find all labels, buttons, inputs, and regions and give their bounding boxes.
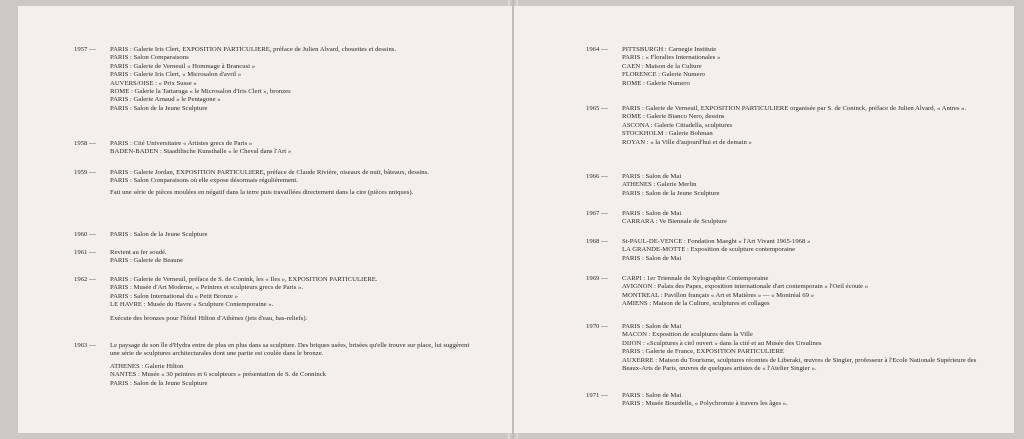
entry-line: ROME : Galerie la Tartaruga « le Microsalon d'Iris Clert », bronzes bbox=[110, 88, 291, 96]
entry-line: PARIS : Galerie de Verneuil, EXPOSITION PARTICULIERE organisée par S. de Coninck, préface de Julien Alvard, « Antres ». bbox=[622, 105, 967, 112]
entry-line: Revient au fer soudé. bbox=[110, 249, 167, 256]
entry-year: 1965 — bbox=[586, 105, 608, 112]
entry-body bbox=[110, 140, 470, 157]
entry-line: PARIS : Galerie Jordan, EXPOSITION PARTICULIERE, préface de Claude Rivière, oiseaux de nuit, bâteaux, dessins. bbox=[110, 169, 429, 176]
entry-line: PARIS : Salon de Mai bbox=[622, 323, 682, 330]
entry-line: PARIS : Galerie de Verneuil « Hommage à Brancusi » bbox=[110, 62, 256, 70]
entry-line: PARIS : Galerie Iris Clert, EXPOSITION PARTICULIERE, préface de Julien Alvard, chouettes et dessins. bbox=[110, 46, 397, 53]
entry-year: 1970 — bbox=[586, 323, 608, 330]
entry-line: PARIS : Salon de la Jeune Sculpture bbox=[110, 379, 208, 387]
entry-line: PARIS : Salon Comparaisons bbox=[110, 54, 189, 62]
entry-year: 1961 — bbox=[74, 249, 96, 256]
entry-line: CAEN : Maison de la Culture bbox=[622, 62, 702, 70]
entry-line: PARIS : Salon de la Jeune Sculpture bbox=[622, 189, 720, 197]
entry-year: 1963 — bbox=[74, 342, 96, 349]
entry-line: ROME : Galerie Numero bbox=[622, 79, 690, 87]
entry-line: AVIGNON : Palais des Papes, exposition internationale d'art contemporain « l'Oeil écoute » bbox=[622, 283, 869, 291]
entry-line: PARIS : Galerie Arnaud « le Pentagone » bbox=[110, 96, 221, 104]
entry-line: PARIS : Salon de la Jeune Sculpture bbox=[110, 104, 208, 112]
entry-body bbox=[622, 173, 992, 198]
entry-line: MONTREAL : Pavillon français « Art et Matières » — « Montréal 69 » bbox=[622, 291, 814, 299]
entry-line: PARIS : Musée d'Art Moderne, « Peintres et sculpteurs grecs de Paris ». bbox=[110, 284, 304, 292]
entry-year: 1958 — bbox=[74, 140, 96, 147]
entry-line: PARIS : Musée Bourdelle, « Polychromie à travers les âges ». bbox=[622, 400, 788, 408]
entry-body bbox=[622, 238, 992, 263]
entry-line: ROYAN : « la Ville d'aujourd'hui et de demain » bbox=[622, 138, 752, 146]
entry-year: 1962 — bbox=[74, 276, 96, 283]
entry-body bbox=[110, 249, 470, 266]
entry-year: 1957 — bbox=[74, 46, 96, 53]
entry-year: 1971 — bbox=[586, 392, 608, 399]
entry-body bbox=[110, 276, 470, 323]
entry-body bbox=[110, 169, 470, 197]
entry-line: MACON : Exposition de sculptures dans la Ville bbox=[622, 331, 753, 339]
entry-line: CARPI : 1er Triennale de Xylographie Contemporaine bbox=[622, 275, 769, 282]
entry-body bbox=[622, 275, 992, 309]
entry-line: ASCONA : Galerie Cittadella, sculptures bbox=[622, 121, 733, 129]
entry-line: PARIS : Salon de Mai bbox=[622, 254, 682, 262]
entry-note: Fait une série de pièces moulées en négatif dans la terre puis travaillées directement dans la cire (pièces uniques). bbox=[110, 188, 414, 196]
entry-year: 1969 — bbox=[586, 275, 608, 282]
entry-line: FLORENCE : Galerie Numero bbox=[622, 71, 706, 79]
entry-line: PARIS : Salon de Mai bbox=[622, 210, 682, 217]
entry-line: PARIS : « Floralies Internationales » bbox=[622, 54, 721, 62]
entry-body bbox=[622, 46, 992, 88]
entry-line: PARIS : Salon de Mai bbox=[622, 173, 682, 180]
entry-body bbox=[622, 392, 992, 409]
entry-body bbox=[110, 46, 470, 113]
entry-body bbox=[622, 323, 992, 373]
entry-line: NANTES : Musée « 30 peintres et 6 sculpteurs » présentation de S. de Conninck bbox=[110, 371, 327, 379]
entry-line: PARIS : Cité Universitaire « Artistes grecs de Paris » bbox=[110, 140, 253, 147]
entry-line: St-PAUL-DE-VENCE : Fondation Maeght « l'Art Vivant 1965-1968 » bbox=[622, 238, 811, 245]
entry-year: 1959 — bbox=[74, 169, 96, 176]
entry-line: BADEN-BADEN : Staadtlische Kunsthalle « le Cheval dans l'Art » bbox=[110, 148, 292, 156]
entry-line: PARIS : Salon Comparaisons où elle expose désormais régulièrement. bbox=[110, 177, 298, 185]
entry-year: 1968 — bbox=[586, 238, 608, 245]
entry-year: 1964 — bbox=[586, 46, 608, 53]
entry-line: PARIS : Galerie Iris Clert, « Microsalon d'avril » bbox=[110, 71, 242, 79]
entry-year: 1966 — bbox=[586, 173, 608, 180]
entry-note: Exécute des bronzes pour l'hôtel Hilton d'Athènes (jets d'eau, bas-reliefs). bbox=[110, 314, 308, 322]
right-page bbox=[514, 6, 1014, 433]
entry-line: CARRARA : Ve Biennale de Sculpture bbox=[622, 218, 727, 226]
entry-line: AUXERRE : Maison du Tourisme, sculptures récentes de Liberaki, œuvres de Singier, professeur à l'Ecole Nationale Supérieure des Beaux-Arts de Paris, œuvres de quelques artistes de « l'Atelier Singier ». bbox=[622, 356, 977, 373]
entry-line: AMIENS : Maison de la Culture, sculptures et collages bbox=[622, 300, 770, 308]
entry-line: PITTSBURGH : Carnegie Institute bbox=[622, 46, 717, 53]
left-page bbox=[18, 6, 512, 433]
entry-line: PARIS : Galerie de Beaune bbox=[110, 257, 183, 265]
entry-line: PARIS : Salon de Mai bbox=[622, 392, 682, 399]
entry-line: AUVERS/OISE : « Prix Susse » bbox=[110, 79, 197, 87]
entry-line: LE HAVRE : Musée du Havre « Sculpture Contemporaine ». bbox=[110, 301, 274, 309]
entry-line: PARIS : Galerie de Verneuil, préface de S. de Conink, les « Iles », EXPOSITION PARTICULIERE. bbox=[110, 276, 378, 283]
entry-year: 1960 — bbox=[74, 231, 96, 238]
entry-body bbox=[622, 105, 992, 147]
entry-line: ATHENES : Galerie Merlin bbox=[622, 181, 697, 189]
entry-body bbox=[110, 231, 470, 239]
entry-line: ATHENES : Galerie Hilton bbox=[110, 362, 184, 370]
entry-line: DIJON : «Sculptures à ciel ouvert » dans la cité et au Musée des Ursulines bbox=[622, 339, 822, 347]
entry-body bbox=[622, 210, 992, 227]
entry-body bbox=[110, 342, 470, 388]
entry-line: PARIS : Galerie de France, EXPOSITION PARTICULIERE bbox=[622, 348, 785, 356]
entry-line: STOCKHOLM : Galerie Bohman bbox=[622, 130, 713, 138]
entry-note: Le paysage de son île d'Hydra entre de plus en plus dans sa sculpture. Des briques usées, brisées qu'elle trouve sur place, lui suggèrent une série de sculptures architecturales dont une partie est coulée dans le bronze. bbox=[110, 342, 470, 358]
entry-line: PARIS : Salon International du « Petit Bronze » bbox=[110, 292, 238, 300]
entry-line: PARIS : Salon de la Jeune Sculpture bbox=[110, 231, 208, 238]
entry-line: LA GRANDE-MOTTE : Exposition de sculpture contemporaine bbox=[622, 246, 796, 254]
entry-year: 1967 — bbox=[586, 210, 608, 217]
entry-line: ROME : Galerie Bianco Nero, dessins bbox=[622, 113, 725, 121]
